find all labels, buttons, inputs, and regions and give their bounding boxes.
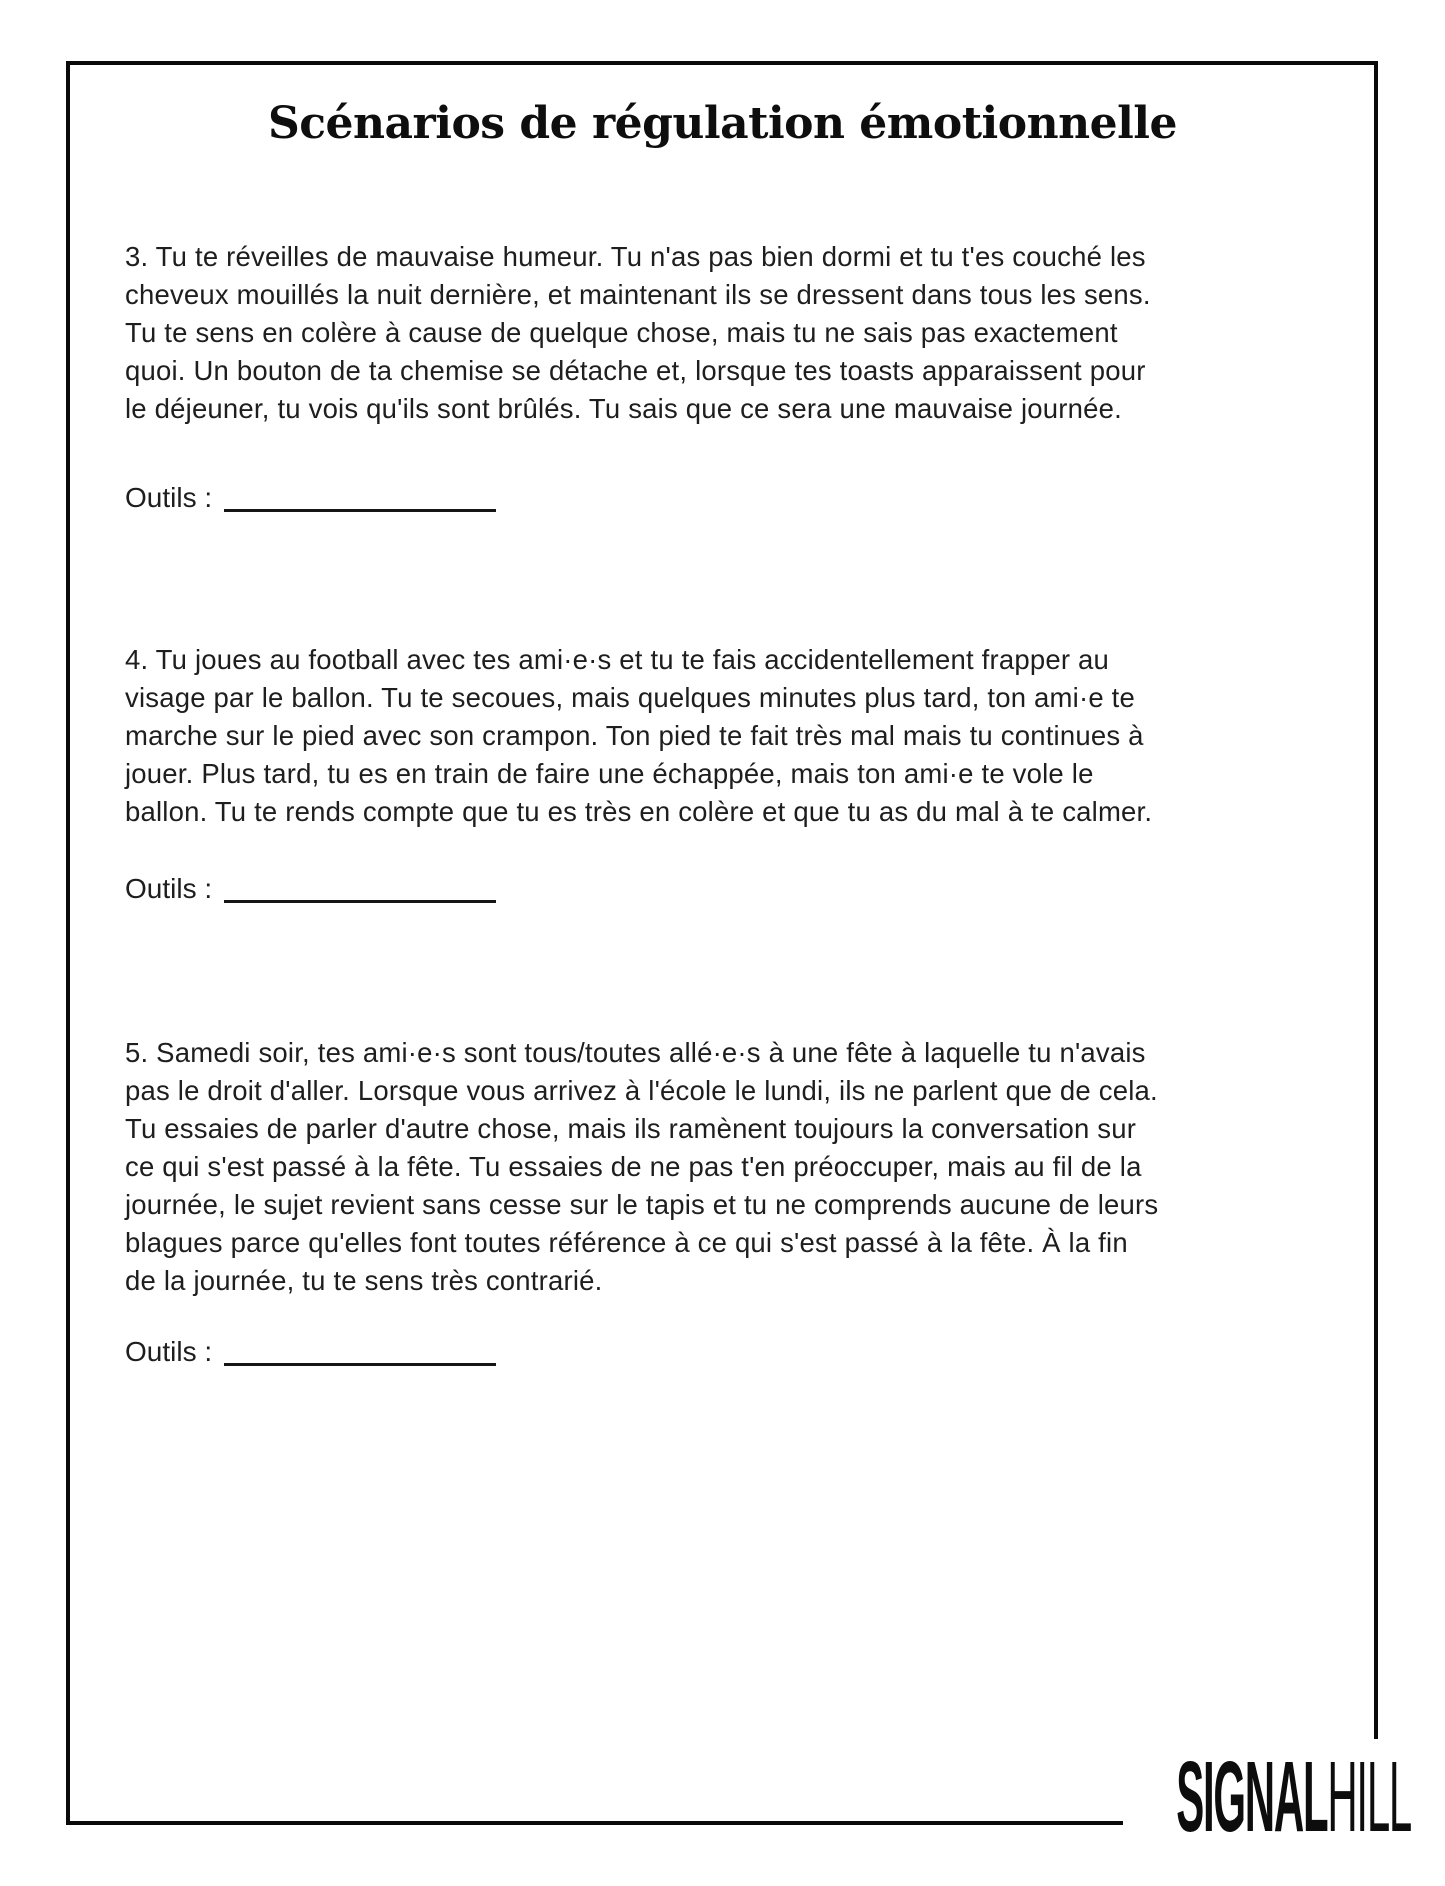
scenario-4 bbox=[125, 641, 1385, 831]
outils-label-3: Outils : bbox=[125, 1336, 213, 1367]
scenario-4-line-4: jouer. Plus tard, tu es en train de faire une échappée, mais ton ami·e te vole le bbox=[125, 758, 1094, 789]
outils-blank-line-3 bbox=[224, 1363, 496, 1366]
scenario-5-line-2: pas le droit d'aller. Lorsque vous arrivez à l'école le lundi, ils ne parlent que de cela. bbox=[125, 1075, 1158, 1106]
scenario-5 bbox=[125, 1034, 1385, 1300]
scenario-3-line-5: le déjeuner, tu vois qu'ils sont brûlés. Tu sais que ce sera une mauvaise journée. bbox=[125, 393, 1122, 424]
scenario-3-line-2: cheveux mouillés la nuit dernière, et maintenant ils se dressent dans tous les sens. bbox=[125, 279, 1151, 310]
scenario-4-line-2: visage par le ballon. Tu te secoues, mais quelques minutes plus tard, ton ami·e te bbox=[125, 682, 1135, 713]
outils-blank-line-2 bbox=[224, 900, 496, 903]
scenario-4-line-1: 4. Tu joues au football avec tes ami·e·s et tu te fais accidentellement frapper au bbox=[125, 644, 1110, 675]
scenario-3 bbox=[125, 238, 1385, 428]
scenario-3-line-4: quoi. Un bouton de ta chemise se détache et, lorsque tes toasts apparaissent pour bbox=[125, 355, 1146, 386]
scenario-5-line-1: 5. Samedi soir, tes ami·e·s sont tous/toutes allé·e·s à une fête à laquelle tu n'avais bbox=[125, 1037, 1146, 1068]
outils-row-3 bbox=[125, 1334, 496, 1370]
scenario-5-line-5: journée, le sujet revient sans cesse sur le tapis et tu ne comprends aucune de leurs bbox=[125, 1189, 1159, 1220]
scenario-4-line-3: marche sur le pied avec son crampon. Ton pied te fait très mal mais tu continues à bbox=[125, 720, 1144, 751]
logo-text-signal: SIGNAL bbox=[1176, 1741, 1328, 1853]
signalhill-logo bbox=[1176, 1741, 1411, 1853]
outils-blank-line-1 bbox=[224, 509, 496, 512]
scenario-5-line-4: ce qui s'est passé à la fête. Tu essaies de ne pas t'en préoccuper, mais au fil de la bbox=[125, 1151, 1142, 1182]
scenario-5-line-3: Tu essaies de parler d'autre chose, mais ils ramènent toujours la conversation sur bbox=[125, 1113, 1137, 1144]
scenario-5-line-7: de la journée, tu te sens très contrarié. bbox=[125, 1265, 603, 1296]
scenario-3-line-3: Tu te sens en colère à cause de quelque chose, mais tu ne sais pas exactement bbox=[125, 317, 1118, 348]
outils-label-2: Outils : bbox=[125, 873, 213, 904]
outils-row-1 bbox=[125, 480, 496, 516]
scenario-3-line-1: 3. Tu te réveilles de mauvaise humeur. Tu n'as pas bien dormi et tu t'es couché les bbox=[125, 241, 1146, 272]
outils-label-1: Outils : bbox=[125, 482, 213, 513]
scenario-5-line-6: blagues parce qu'elles font toutes référence à ce qui s'est passé à la fête. À la fin bbox=[125, 1227, 1128, 1258]
logo-text-hill: HILL bbox=[1327, 1741, 1411, 1853]
page-title: Scénarios de régulation émotionnelle bbox=[267, 98, 1177, 149]
scenario-4-line-5: ballon. Tu te rends compte que tu es très en colère et que tu as du mal à te calmer. bbox=[125, 796, 1153, 827]
outils-row-2 bbox=[125, 871, 496, 907]
